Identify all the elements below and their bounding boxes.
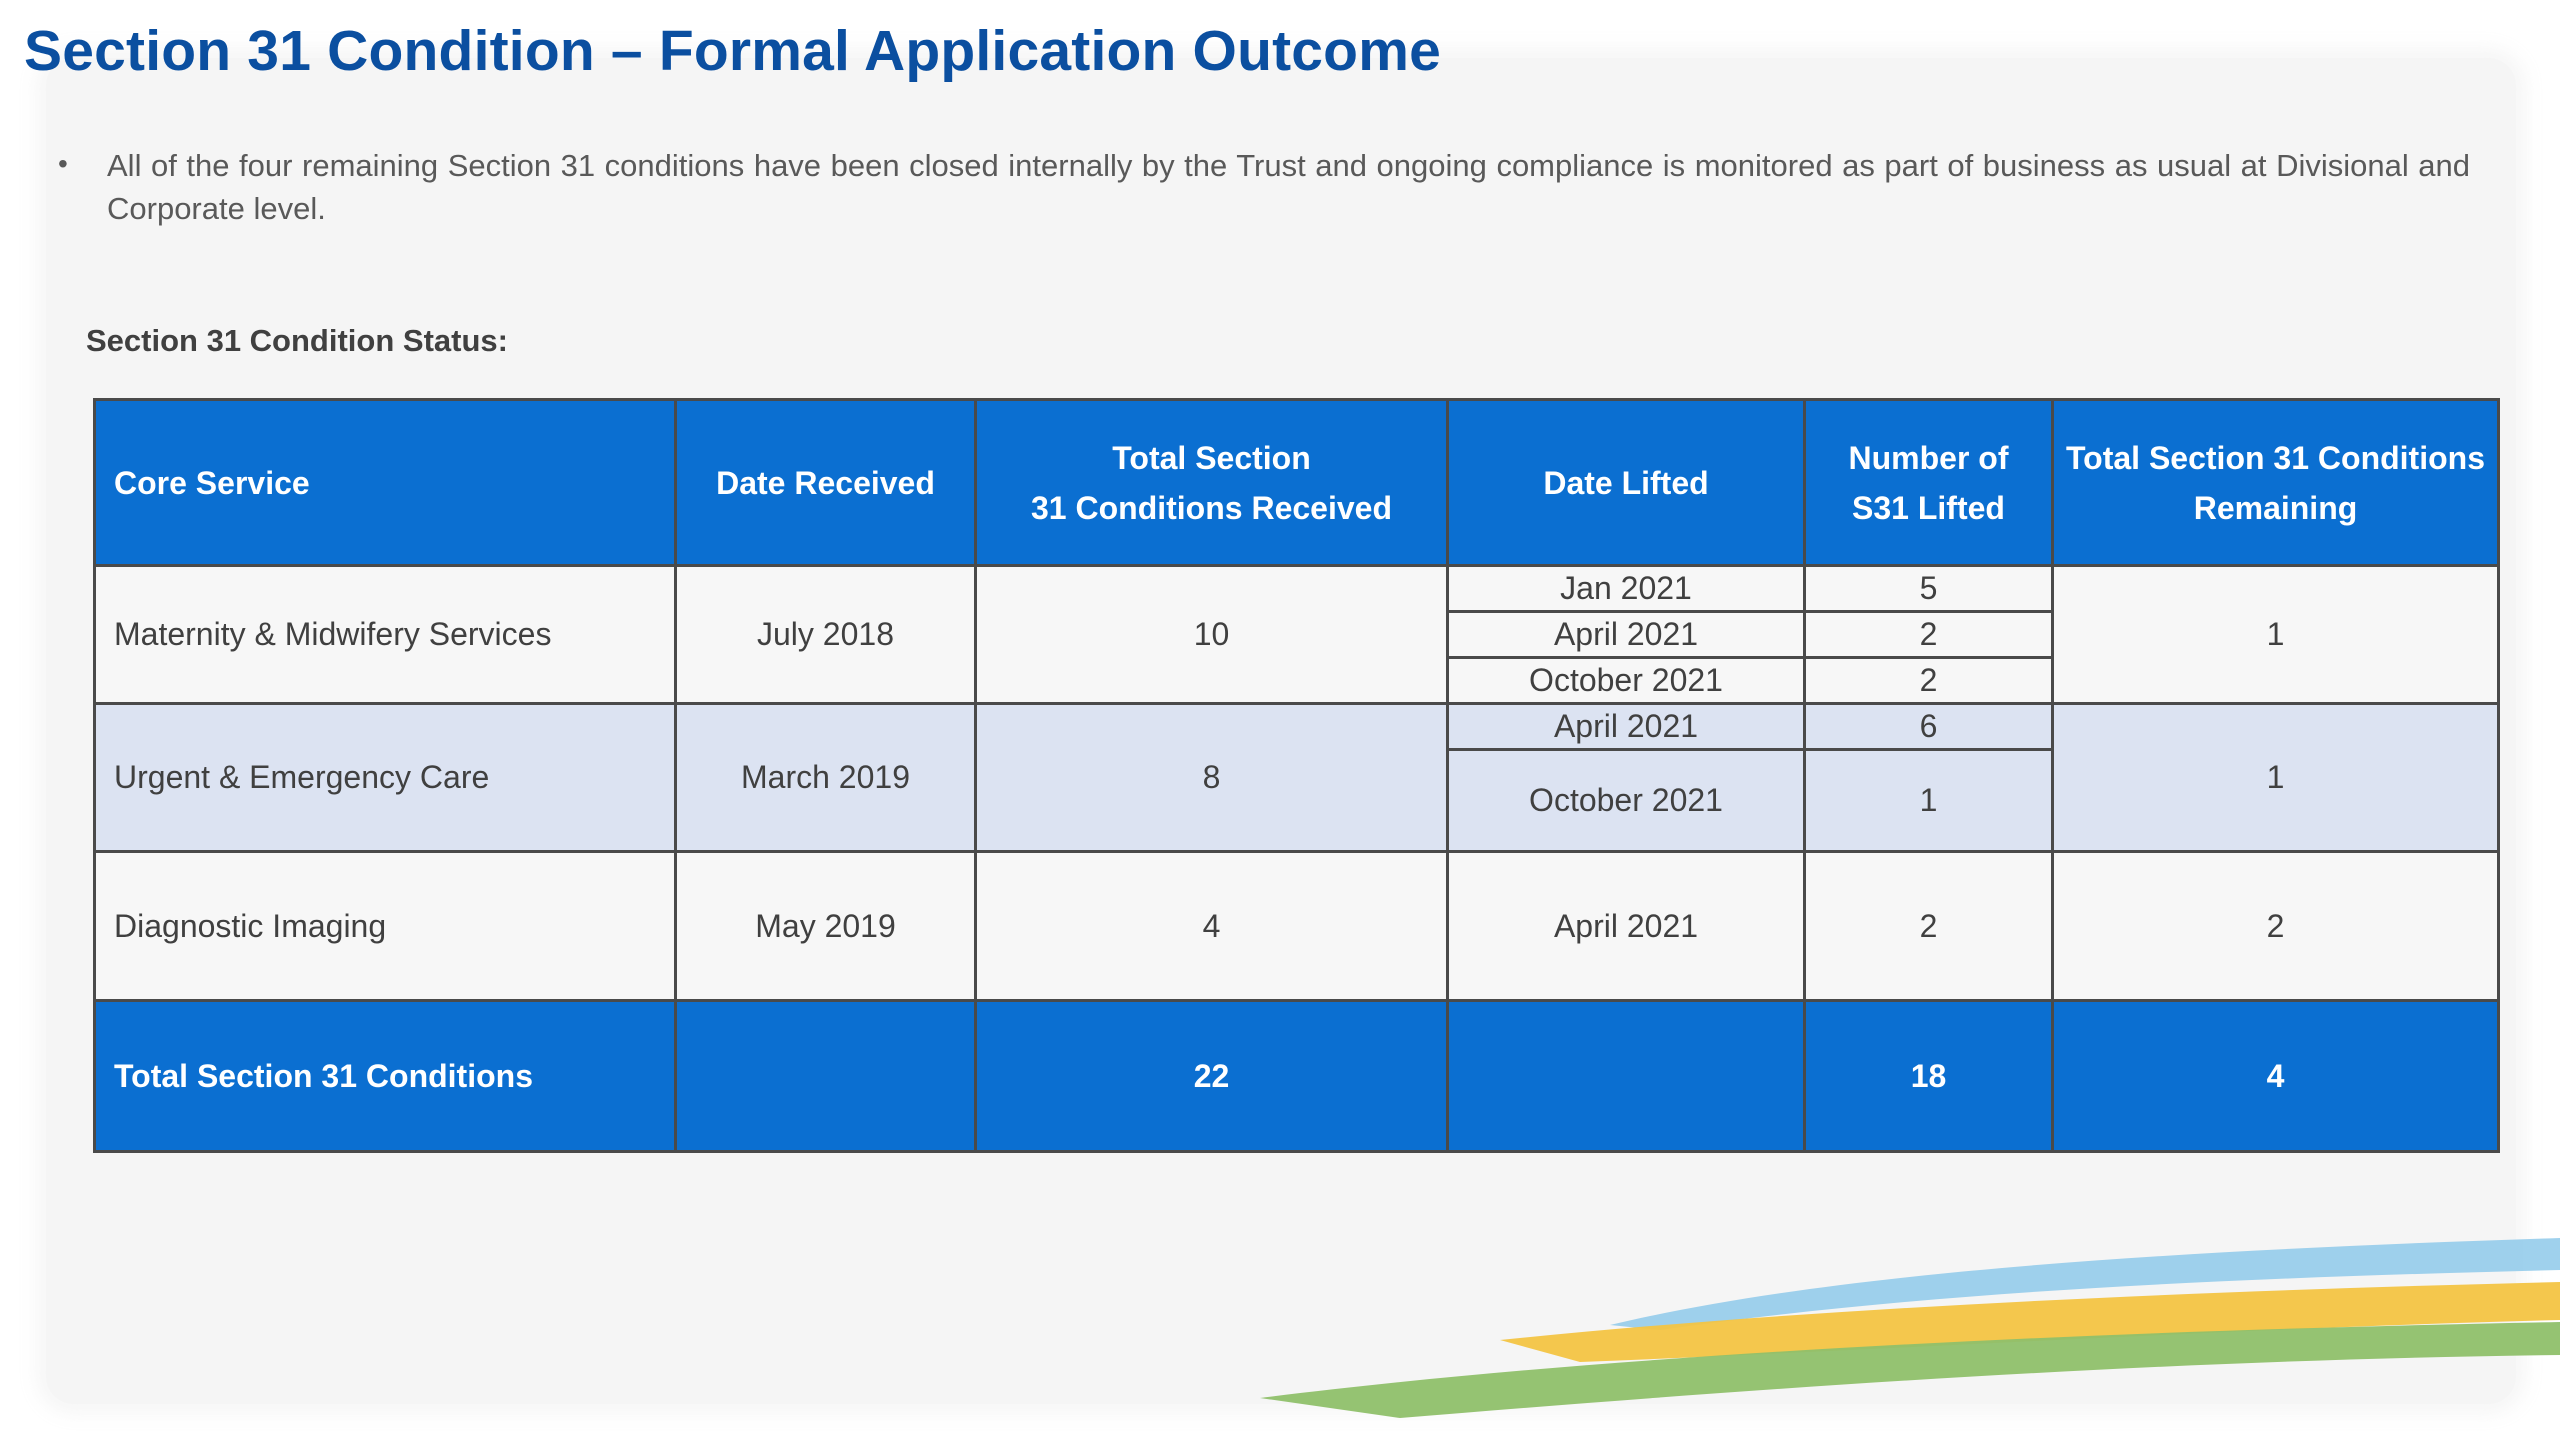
header-total-received-line1: Total Section <box>1112 439 1311 476</box>
cell-number-lifted: 1 <box>1806 749 2051 850</box>
cell-total-received: 8 <box>976 704 1448 852</box>
cell-date-lifted: Jan 2021 <box>1560 569 1692 606</box>
cell-remaining: 1 <box>2053 566 2499 704</box>
cell-number-lifted-group <box>1805 704 2053 852</box>
table-total-row <box>95 1001 2499 1152</box>
cell-date-lifted: October 2021 <box>1449 658 1803 702</box>
table-row <box>95 566 2499 704</box>
cell-core-service: Diagnostic Imaging <box>95 852 676 1001</box>
header-remaining <box>2053 400 2499 566</box>
header-remaining-line1: Total Section 31 Conditions <box>2066 439 2485 476</box>
header-total-received-line2: 31 Conditions Received <box>1031 489 1392 526</box>
header-total-received <box>976 400 1448 566</box>
cell-number-lifted: 2 <box>1805 852 2053 1001</box>
total-number-lifted: 18 <box>1805 1001 2053 1152</box>
cell-total-received: 4 <box>976 852 1448 1001</box>
cell-date-received: July 2018 <box>676 566 976 704</box>
total-date-received <box>676 1001 976 1152</box>
total-remaining: 4 <box>2053 1001 2499 1152</box>
table-header-row <box>95 400 2499 566</box>
cell-date-lifted: April 2021 <box>1553 707 1699 744</box>
page-title: Section 31 Condition – Formal Application Outcome <box>24 19 1441 83</box>
total-date-lifted <box>1448 1001 1805 1152</box>
cell-date-received: March 2019 <box>676 704 976 852</box>
cell-number-lifted: 5 <box>1919 569 1938 606</box>
bullet-marker: • <box>58 148 68 179</box>
cell-core-service: Maternity & Midwifery Services <box>95 566 676 704</box>
header-number-lifted <box>1805 400 2053 566</box>
cell-date-lifted-group <box>1448 566 1805 704</box>
status-label: Section 31 Condition Status: <box>86 323 508 358</box>
total-received: 22 <box>976 1001 1448 1152</box>
cell-date-lifted-group <box>1448 704 1805 852</box>
cell-number-lifted-group <box>1805 566 2053 704</box>
cell-total-received: 10 <box>976 566 1448 704</box>
total-label: Total Section 31 Conditions <box>95 1001 676 1152</box>
header-core-service: Core Service <box>95 400 676 566</box>
cell-date-received: May 2019 <box>676 852 976 1001</box>
cell-remaining: 2 <box>2053 852 2499 1001</box>
cell-remaining: 1 <box>2053 704 2499 852</box>
header-date-received: Date Received <box>676 400 976 566</box>
header-number-lifted-line1: Number of <box>1848 439 2009 476</box>
table-row <box>95 704 2499 852</box>
cell-date-lifted: April 2021 <box>1449 611 1803 657</box>
decorative-swoosh-graphic <box>1240 1230 2560 1440</box>
cell-number-lifted: 6 <box>1919 707 1938 744</box>
header-date-lifted: Date Lifted <box>1448 400 1805 566</box>
cell-number-lifted: 2 <box>1806 658 2051 702</box>
cell-number-lifted: 2 <box>1806 611 2051 657</box>
table-row <box>95 852 2499 1001</box>
cell-date-lifted: October 2021 <box>1449 749 1803 850</box>
cell-date-lifted: April 2021 <box>1448 852 1805 1001</box>
header-remaining-line2: Remaining <box>2193 489 2358 526</box>
section31-status-table <box>93 398 2500 1153</box>
bullet-text: All of the four remaining Section 31 conditions have been closed internally by the Trust and ongoing compliance is monitored as part of business as usual at Divisional and Corporate level. <box>107 148 2470 226</box>
header-number-lifted-line2: S31 Lifted <box>1852 489 2005 526</box>
cell-core-service: Urgent & Emergency Care <box>95 704 676 852</box>
